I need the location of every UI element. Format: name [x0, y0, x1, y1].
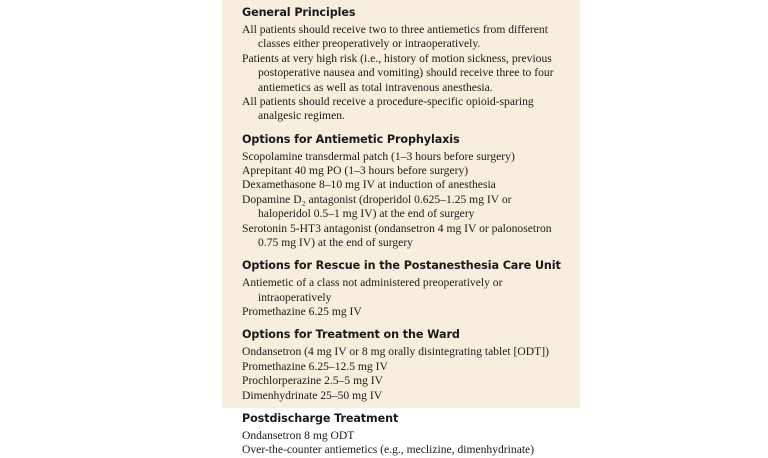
list-item: Dopamine D₂ antagonist (droperidol 0.625–1.25 mg IV or haloperidol 0.5–1 mg IV) at the end of surgery [242, 192, 512, 221]
list-item: Antiemetic of a class not administered preoperatively or intraoperatively [242, 276, 503, 304]
section-heading: Options for Antiemetic Prophylaxis [242, 132, 460, 146]
section-heading: Options for Treatment on the Ward [242, 328, 460, 342]
section-rescue-pacu [242, 259, 562, 319]
section-heading: General Principles [242, 6, 356, 19]
list-item: Prochlorperazine 2.5–5 mg IV [242, 374, 384, 388]
list-item: Dexamethasone 8–10 mg IV at induction of anesthesia [242, 178, 496, 192]
list-item: All patients should receive a procedure-specific opioid-sparing analgesic regimen. [242, 94, 534, 123]
list-item: Dimenhydrinate 25–50 mg IV [242, 388, 383, 402]
list-item: Serotonin 5-HT3 antagonist (ondansetron 4 mg IV or palonosetron 0.75 mg IV) at the end of surgery [242, 221, 552, 249]
list-item: Promethazine 6.25–12.5 mg IV [242, 359, 388, 373]
list-item: Scopolamine transdermal patch (1–3 hours before surgery) [242, 149, 515, 163]
section-treatment-ward [242, 328, 562, 403]
list-item: Over-the-counter antiemetics (e.g., meclizine, dimenhydrinate) [242, 443, 535, 457]
section-general-principles [242, 6, 562, 124]
section-heading: Options for Rescue in the Postanesthesia Care Unit [242, 259, 561, 273]
list-item: Ondansetron 8 mg ODT [242, 428, 355, 442]
list-item: Ondansetron (4 mg IV or 8 mg orally disintegrating tablet [ODT]) [242, 345, 549, 359]
list-item: Aprepitant 40 mg PO (1–3 hours before surgery) [242, 164, 469, 177]
guideline-panel [222, 0, 580, 457]
section-postdischarge-treatment [242, 412, 562, 458]
list-item: All patients should receive two to three antiemetics from different classes either preoperatively or intraoperatively. [242, 23, 548, 51]
list-item: Patients at very high risk (i.e., history of motion sickness, previous postoperative nausea and vomiting) should receive three to four antiemetics as well as total intravenous anesthesia. [242, 51, 554, 94]
section-heading: Postdischarge Treatment [242, 411, 399, 425]
list-item: Promethazine 6.25 mg IV [242, 305, 362, 318]
section-antiemetic-prophylaxis [242, 133, 562, 251]
